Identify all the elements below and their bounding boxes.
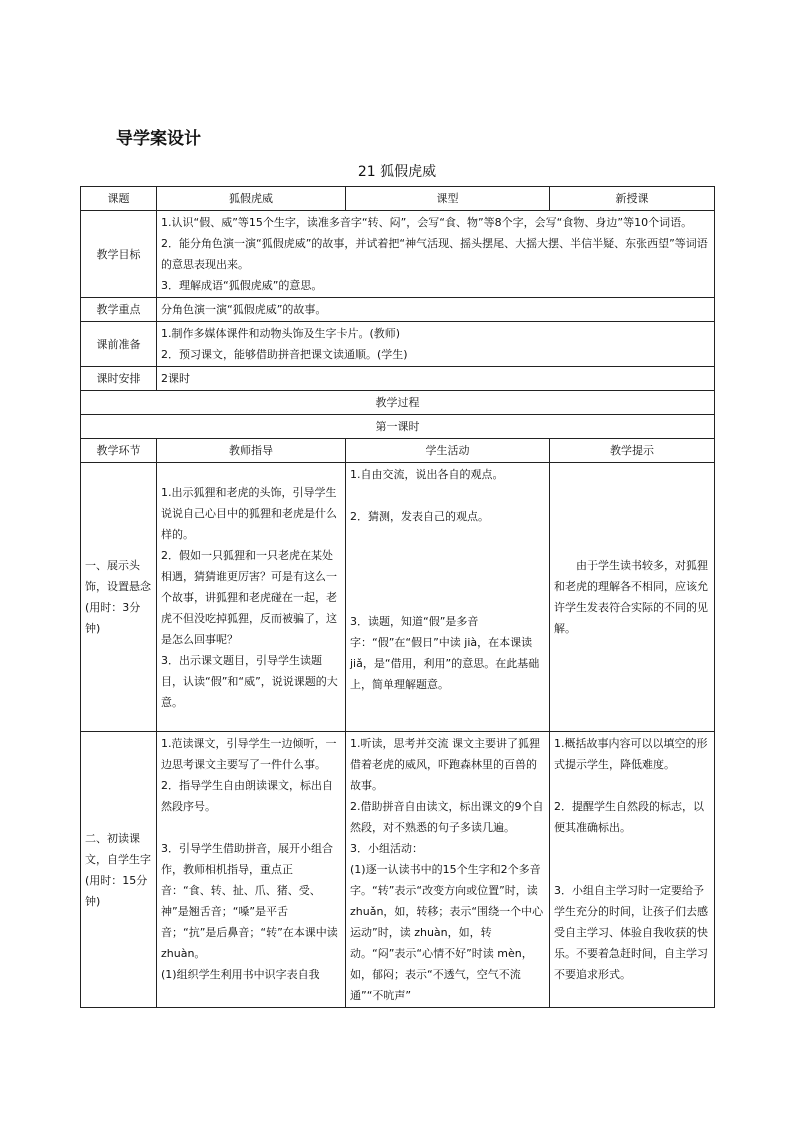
lesson-title: 21 狐假虎威 (357, 164, 437, 180)
process-title: 教学过程 (81, 391, 715, 415)
subject-row (81, 187, 715, 211)
hint-text: 3．小组自主学习时一定要给予学生充分的时间，让孩子们去感受自主学习、体验自我收获的快乐。不要着急赶时间，自主学习不要追求形式。 (554, 884, 708, 981)
preparation-label: 课前准备 (81, 322, 157, 367)
key-point-row (81, 298, 715, 322)
type-value: 新授课 (550, 187, 715, 211)
goals-content (157, 211, 715, 298)
student-step: 3．读题，知道“假”是多音字：“假”在“假日”中读 jià，在本课读 jiǎ，是“借用，利用”的意思。在此基础上，简单理解题意。 (350, 615, 540, 691)
student-step: 1.自由交流，说出各自的观点。 (350, 468, 504, 481)
key-point-text: 分角色演一演“狐假虎威”的故事。 (157, 298, 715, 322)
column-header-row (81, 439, 715, 463)
teacher-cell (157, 463, 346, 732)
hint-text: 由于学生读书较多，对狐狸和老虎的理解各不相同，应该允许学生发表符合实际的不同的见解。 (554, 559, 708, 635)
lesson-one-title: 第一课时 (81, 415, 715, 439)
student-step: 2．猜测，发表自己的观点。 (350, 510, 489, 523)
schedule-text: 2课时 (157, 367, 715, 391)
student-step: 3．小组活动： (350, 842, 423, 855)
preparation-content (157, 322, 715, 367)
column-header: 教师指导 (157, 439, 346, 463)
teacher-step: 3．出示课文题目，引导学生读题目，认读“假”和“威”，说说课题的大意。 (161, 653, 338, 709)
hint-cell (550, 732, 715, 1008)
hint-cell (550, 463, 715, 732)
teacher-cell (157, 732, 346, 1008)
preparation-line: 1.制作多媒体课件和动物头饰及生字卡片。(教师) (161, 327, 401, 340)
goal-line: 1.认识“假、威”等15个生字，读准多音字“转、闷”，会写“食、物”等8个字，会写“食物、身边”等10个词语。 (161, 216, 693, 229)
student-step: 2.借助拼音自由读文，标出课文的9个自然段，对不熟悉的句子多读几遍。 (350, 800, 544, 834)
teacher-step: 2．假如一只狐狸和一只老虎在某处相遇，猜猜谁更厉害？可是有这么一个故事，讲狐狸和老虎碰在一起，老虎不但没吃掉狐狸，反而被骗了，这是怎么回事呢？ (161, 548, 337, 646)
stage-cell: 一、展示头饰，设置悬念(用时：3分钟) (81, 463, 157, 732)
student-step: (1)逐一认读书中的15个生字和2个多音字。“转”表示“改变方向或位置”时，读 zhuǎn，如，转移；表示“围绕一个中心运动”时，读 zhuàn，如，转动。“闷”表示“心情不好”时读 mèn，如，郁闷；表示“不透气，空气不流通”“不吭声” (350, 863, 544, 1002)
student-cell (346, 732, 550, 1008)
hint-text: 1.概括故事内容可以以填空的形式提示学生，降低难度。 (554, 737, 708, 771)
lesson-one-row (81, 415, 715, 439)
section-row-1 (81, 463, 715, 732)
subject-label: 课题 (81, 187, 157, 211)
document-title: 导学案设计 (116, 129, 201, 149)
column-header: 学生活动 (346, 439, 550, 463)
teacher-step: 1.出示狐狸和老虎的头饰，引导学生说说自己心目中的狐狸和老虎是什么样的。 (161, 485, 337, 541)
teacher-step: 1.范读课文，引导学生一边倾听，一边思考课文主要写了一件什么事。 (161, 737, 337, 771)
type-label: 课型 (346, 187, 550, 211)
column-header: 教学提示 (550, 439, 715, 463)
teacher-step: 3．引导学生借助拼音，展开小组合作，教师相机指导，重点正音：“食、转、扯、爪、猪、受、神”是翘舌音；“嗓”是平舌音；“抗”是后鼻音；“转”在本课中读 zhuàn。 (161, 842, 338, 960)
preparation-line: 2．预习课文，能够借助拼音把课文读通顺。(学生) (161, 348, 408, 361)
column-header: 教学环节 (81, 439, 157, 463)
hint-text: 2．提醒学生自然段的标志，以便其准确标出。 (554, 800, 704, 834)
key-point-label: 教学重点 (81, 298, 157, 322)
goal-line: 3．理解成语“狐假虎威”的意思。 (161, 279, 323, 292)
teacher-step: 2．指导学生自由朗读课文，标出自然段序号。 (161, 779, 333, 813)
preparation-row (81, 322, 715, 367)
subject-value: 狐假虎威 (157, 187, 346, 211)
goals-label: 教学目标 (81, 211, 157, 298)
stage-cell: 二、初读课文，自学生字(用时：15分钟) (81, 732, 157, 1008)
teacher-step: (1)组织学生利用书中识字表自我 (161, 968, 320, 981)
process-title-row (81, 391, 715, 415)
schedule-label: 课时安排 (81, 367, 157, 391)
section-row-2 (81, 732, 715, 1008)
goal-line: 2．能分角色演一演“狐假虎威”的故事，并试着把“神气活现、摇头摆尾、大摇大摆、半信半疑、东张西望”等词语的意思表现出来。 (161, 237, 708, 271)
schedule-row (81, 367, 715, 391)
student-cell (346, 463, 550, 732)
goals-row (81, 211, 715, 298)
lesson-plan-table (80, 186, 715, 1008)
student-step: 1.听读，思考并交流 课文主要讲了狐狸借着老虎的威风，吓跑森林里的百兽的故事。 (350, 737, 540, 792)
